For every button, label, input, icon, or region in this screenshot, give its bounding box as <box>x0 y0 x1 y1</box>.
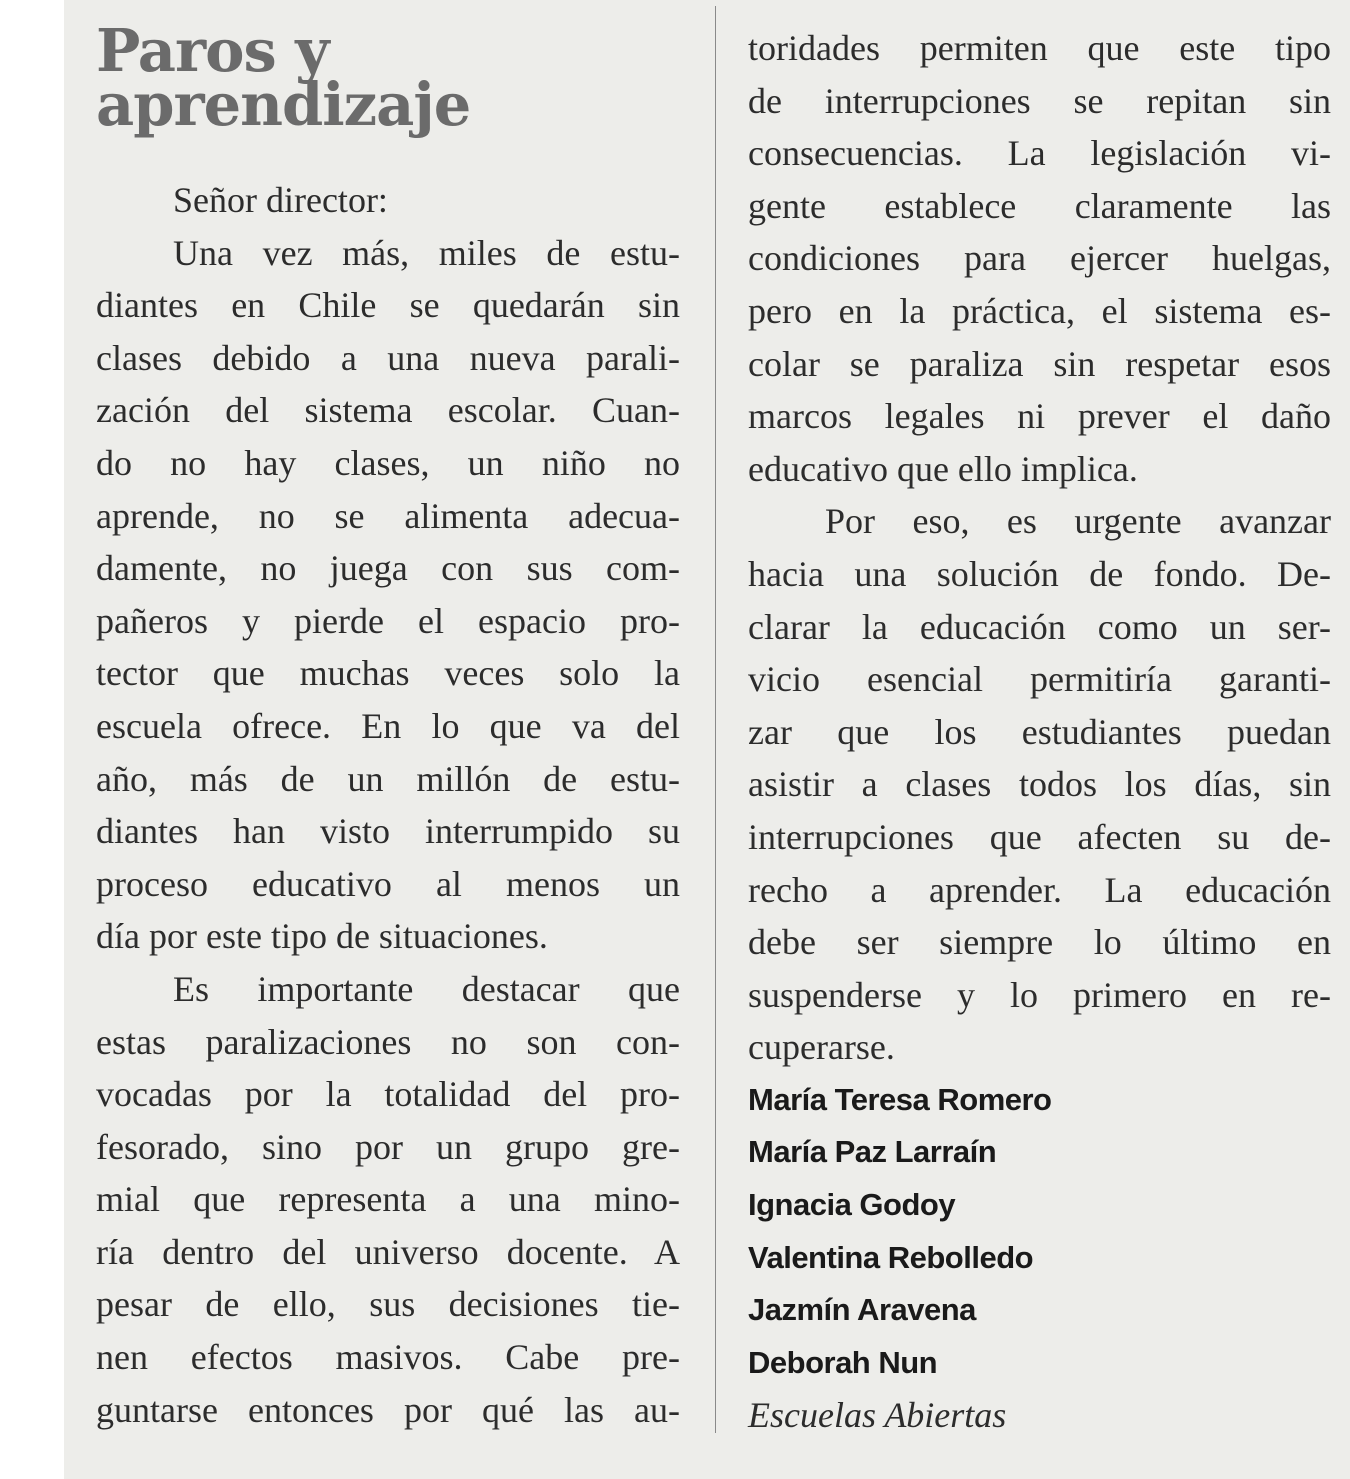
text-line: condiciones para ejercer huelgas, <box>748 238 1331 279</box>
text-line: diantes en Chile se quedarán sin <box>96 285 680 326</box>
text-line: ría dentro del universo docente. A <box>96 1231 680 1272</box>
text-line: fesorado, sino por un grupo gre- <box>96 1126 680 1167</box>
letter-title <box>96 16 471 139</box>
text-line: guntarse entonces por qué las au- <box>96 1389 680 1430</box>
signatory-name: Ignacia Godoy <box>748 1187 956 1223</box>
signatory-name: Valentina Rebolledo <box>748 1239 1034 1275</box>
text-line: aprende, no se alimenta adecua- <box>96 495 680 536</box>
title-line: Paros y <box>96 16 329 85</box>
text-line: toridades permiten que este tipo <box>748 28 1331 68</box>
text-line: pesar de ello, sus decisiones tie- <box>96 1284 680 1325</box>
text-line: consecuencias. La legislación vi- <box>748 133 1331 174</box>
text-line: damente, no juega con sus com- <box>96 548 680 589</box>
signatory-name: María Paz Larraín <box>748 1134 997 1170</box>
text-line: diantes han visto interrumpido su <box>96 811 680 852</box>
signatory-name: María Teresa Romero <box>748 1081 1052 1117</box>
text-line: Es importante destacar que <box>173 968 680 1009</box>
column-divider <box>715 6 716 1433</box>
text-line: educativo que ello implica. <box>748 448 1138 489</box>
text-line: zación del sistema escolar. Cuan- <box>96 390 680 431</box>
text-line: marcos legales ni prever el daño <box>748 396 1331 437</box>
text-line: gente establece claramente las <box>748 185 1331 226</box>
text-line: día por este tipo de situaciones. <box>96 916 548 957</box>
signatory-name: Jazmín Aravena <box>748 1292 976 1328</box>
text-line: pañeros y pierde el espacio pro- <box>96 600 680 641</box>
text-line: Por eso, es urgente avanzar <box>825 501 1331 542</box>
text-line: do no hay clases, un niño no <box>96 442 680 483</box>
text-line: zar que los estudiantes puedan <box>748 711 1331 752</box>
organization-name: Escuelas Abiertas <box>748 1395 1007 1436</box>
text-line: año, más de un millón de estu- <box>96 758 680 799</box>
text-line: tector que muchas veces solo la <box>96 653 680 694</box>
text-line: mial que representa a una mino- <box>96 1179 680 1220</box>
text-line: pero en la práctica, el sistema es- <box>748 290 1331 331</box>
text-line: escuela ofrece. En lo que va del <box>96 705 680 746</box>
text-line: recho a aprender. La educación <box>748 869 1331 910</box>
text-line: vocadas por la totalidad del pro- <box>96 1074 680 1115</box>
text-line: suspenderse y lo primero en re- <box>748 974 1331 1015</box>
text-line: colar se paraliza sin respetar esos <box>748 343 1331 384</box>
text-line: clases debido a una nueva parali- <box>96 337 680 378</box>
text-line: Una vez más, miles de estu- <box>173 232 680 273</box>
text-line: cuperarse. <box>748 1027 895 1068</box>
title-line: aprendizaje <box>96 70 471 139</box>
text-line: nen efectos masivos. Cabe pre- <box>96 1337 680 1378</box>
text-line: vicio esencial permitiría garanti- <box>748 659 1331 700</box>
text-line: debe ser siempre lo último en <box>748 922 1331 963</box>
text-line: interrupciones que afecten su de- <box>748 816 1331 857</box>
text-line: clarar la educación como un ser- <box>748 606 1331 647</box>
left-column <box>96 174 680 1436</box>
text-line: estas paralizaciones no son con- <box>96 1021 680 1062</box>
right-column <box>748 22 1331 1442</box>
text-line: asistir a clases todos los días, sin <box>748 764 1331 805</box>
salutation: Señor director: <box>173 180 388 220</box>
text-line: proceso educativo al menos un <box>96 863 680 904</box>
signatory-name: Deborah Nun <box>748 1344 938 1380</box>
text-line: hacia una solución de fondo. De- <box>748 553 1331 594</box>
text-line: de interrupciones se repitan sin <box>748 80 1331 121</box>
